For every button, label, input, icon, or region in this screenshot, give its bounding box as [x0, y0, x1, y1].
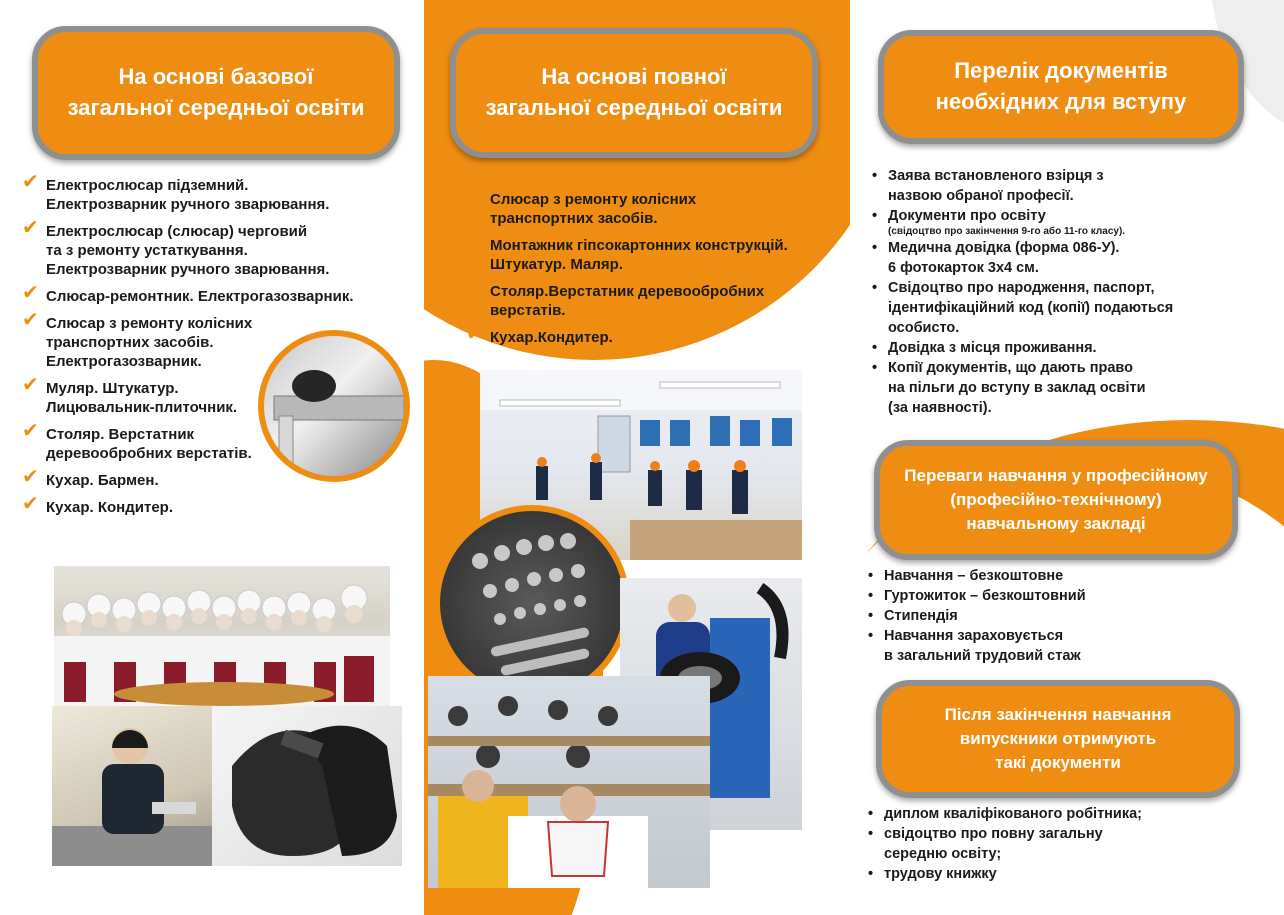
bullet-icon: • [868, 568, 874, 584]
bullet-icon: • [868, 628, 874, 644]
list-item [870, 206, 1270, 238]
welder-workshop-drawing [52, 706, 212, 866]
bullet-icon: • [872, 280, 878, 296]
list-item [866, 626, 1266, 666]
list-item-line: транспортних засобів. [46, 334, 214, 351]
list-item-line: Навчання – безкоштовне [884, 568, 1064, 584]
list-item-line: свідоцтво про повну загальну [884, 826, 1103, 842]
heading-line: необхідних для вступу [935, 89, 1187, 114]
list-item-line: Столяр. Верстатник [46, 426, 195, 443]
list-item-line: Кухар. Кондитер. [46, 499, 174, 516]
list-item [466, 323, 846, 347]
list-item [466, 185, 846, 228]
list-item-line: та з ремонту устаткування. [46, 242, 248, 259]
heading-line: випускники отримують [959, 729, 1157, 749]
list-item-line: Кухар.Кондитер. [490, 329, 613, 346]
heading-advantages [874, 440, 1238, 560]
tool-closeup-photo [258, 330, 410, 482]
list-item-note: (свідоцтво про закінчення 9-го або 11-го класу). [888, 226, 1126, 237]
tool-kit-photo [434, 505, 630, 701]
list-item-line: Стипендія [884, 608, 958, 624]
list-item-line: Слюсар з ремонту колісних [46, 315, 253, 332]
list-item-line: Штукатур. Маляр. [490, 256, 623, 273]
list-item [870, 278, 1270, 338]
list-item-line: Монтажник гіпсокартонних конструкцій. [490, 237, 788, 254]
graduation-docs-list [866, 804, 1266, 884]
heading-line: загальної середньої освіти [67, 95, 365, 120]
list-item-line: Довідка з місця проживання. [888, 340, 1097, 356]
list-item-line: транспортних засобів. [490, 210, 658, 227]
list-item-line: деревообробних верстатів. [46, 445, 252, 462]
list-item-line: ідентифікаційний код (копії) подаються [888, 300, 1174, 316]
list-item [866, 566, 1266, 586]
list-item-line: верстатів. [490, 302, 566, 319]
list-item-line: трудову книжку [884, 866, 997, 882]
list-item-line: середню освіту; [884, 846, 1002, 862]
heading-line: Перелік документів [954, 58, 1168, 84]
checkmark-icon: ✔ [466, 277, 483, 299]
list-item [866, 864, 1266, 884]
heading-line: На основі базової [118, 64, 314, 90]
bullet-icon: • [872, 168, 878, 184]
bullet-icon: • [872, 240, 878, 256]
bullet-icon: • [868, 608, 874, 624]
panel-basic-education [0, 0, 424, 915]
checkmark-icon: ✔ [22, 466, 39, 488]
list-item [870, 166, 1270, 206]
list-item [866, 606, 1266, 626]
advantages-list [866, 566, 1266, 666]
bullet-icon: • [872, 208, 878, 224]
heading-basic-education [32, 26, 400, 160]
list-item-line: назвою обраної професії. [888, 188, 1074, 204]
list-item-line: Слюсар з ремонту колісних [490, 191, 697, 208]
list-item-line: Документи про освіту [888, 208, 1046, 224]
list-item [870, 358, 1270, 418]
bullet-icon: • [868, 866, 874, 882]
heading-line: Переваги навчання у професійному [904, 466, 1208, 486]
list-item-line: Електрослюсар підземний. [46, 177, 249, 194]
list-item [870, 238, 1270, 278]
list-item [866, 804, 1266, 824]
students-exam-photo [428, 676, 710, 888]
checkmark-icon: ✔ [22, 217, 39, 239]
list-item-line: Слюсар-ремонтник. Електрогазозварник. [46, 288, 354, 305]
list-item-line: 6 фотокарток 3x4 см. [888, 260, 1039, 276]
checkmark-icon: ✔ [22, 374, 39, 396]
list-item-line: Кухар. Бармен. [46, 472, 159, 489]
checkmark-icon: ✔ [22, 493, 39, 515]
checkmark-icon: ✔ [22, 282, 39, 304]
list-item [870, 338, 1270, 358]
list-item-line: Електрослюсар (слюсар) черговий [46, 223, 308, 240]
checkmark-icon: ✔ [22, 171, 39, 193]
heading-line: Після закінчення навчання [944, 705, 1172, 725]
list-item-line: Свідоцтво про народження, паспорт, [888, 280, 1155, 296]
list-item-line: Столяр.Верстатник деревообробних [490, 283, 765, 300]
list-item-line: диплом кваліфікованого робітника; [884, 806, 1142, 822]
list-item-line: Муляр. Штукатур. [46, 380, 179, 397]
profession-list [466, 185, 846, 355]
checkmark-icon: ✔ [466, 185, 483, 207]
bullet-icon: • [868, 826, 874, 842]
panel-documents [850, 0, 1284, 915]
cooks-group-photo [54, 566, 390, 706]
list-item [866, 586, 1266, 606]
heading-line: загальної середньої освіти [485, 95, 783, 120]
welding-mask-photo [212, 706, 402, 866]
list-item-line: Заява встановленого взірця з [888, 168, 1104, 184]
list-item-line: особисто. [888, 320, 960, 336]
cooks-group-drawing [54, 566, 390, 706]
heading-line: такі документи [995, 752, 1121, 772]
checkmark-icon: ✔ [466, 323, 483, 345]
heading-line: навчальному закладі [966, 513, 1146, 533]
list-item-line: Навчання зараховується [884, 628, 1064, 644]
bullet-icon: • [868, 588, 874, 604]
documents-list [870, 166, 1270, 418]
list-item-line: Гуртожиток – безкоштовний [884, 588, 1086, 604]
list-item [466, 231, 846, 274]
list-item-line: (за наявності). [888, 400, 992, 416]
checkmark-icon: ✔ [466, 231, 483, 253]
welding-mask-drawing [212, 706, 402, 866]
heading-graduation [876, 680, 1240, 798]
tool-kit-drawing [440, 511, 624, 695]
list-item [22, 282, 412, 306]
welder-workshop-photo [52, 706, 212, 866]
list-item-line: Лицювальник-плиточник. [46, 399, 238, 416]
panel-full-education [424, 0, 850, 915]
tool-closeup-drawing [264, 336, 404, 476]
list-item-line: Електрозварник ручного зварювання. [46, 196, 330, 213]
bullet-icon: • [872, 360, 878, 376]
list-item-line: в загальний трудовий стаж [884, 648, 1081, 664]
heading-required-documents [878, 30, 1244, 144]
bullet-icon: • [872, 340, 878, 356]
list-item-line: Електрозварник ручного зварювання. [46, 261, 330, 278]
list-item-line: Медична довідка (форма 086-У). [888, 240, 1120, 256]
checkmark-icon: ✔ [22, 420, 39, 442]
list-item [466, 277, 846, 320]
students-exam-drawing [428, 676, 710, 888]
list-item-line: на пільги до вступу в заклад освіти [888, 380, 1146, 396]
heading-full-education [450, 28, 818, 158]
heading-line: (професійно-технічному) [950, 490, 1162, 510]
list-item-line: Копії документів, що дають право [888, 360, 1133, 376]
list-item [22, 217, 412, 279]
list-item [22, 493, 412, 517]
list-item [22, 171, 412, 214]
list-item [866, 824, 1266, 864]
bullet-icon: • [868, 806, 874, 822]
checkmark-icon: ✔ [22, 309, 39, 331]
heading-line: На основі повної [541, 64, 727, 90]
list-item-line: Електрогазозварник. [46, 353, 202, 370]
